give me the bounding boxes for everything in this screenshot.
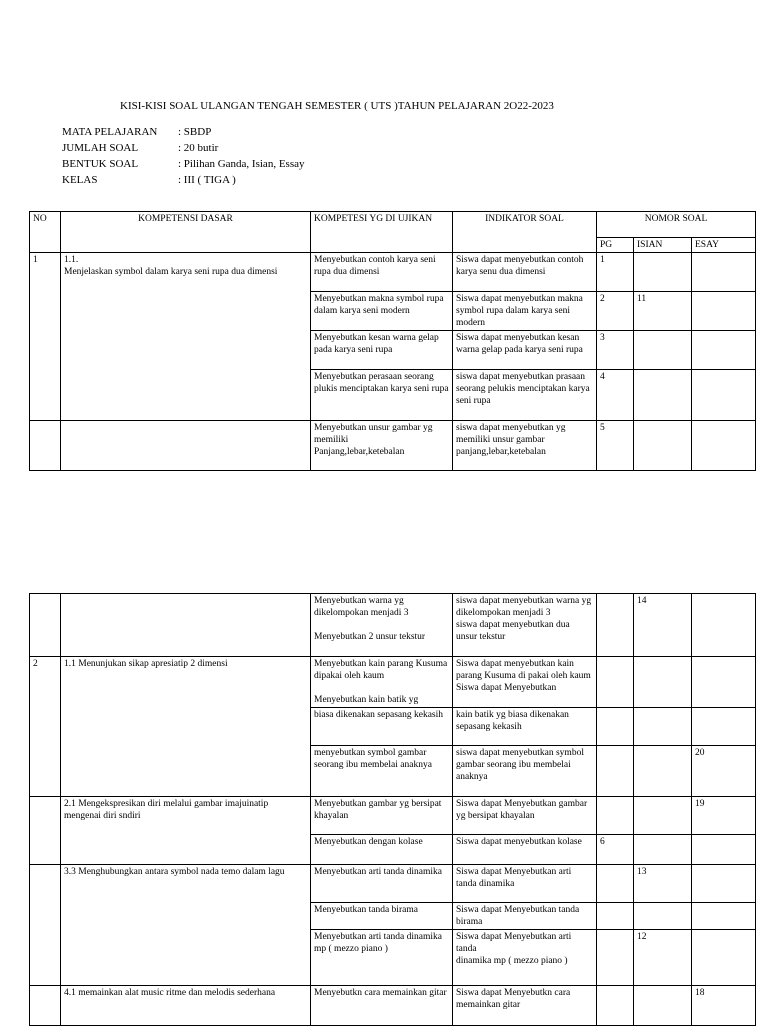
cell-pg <box>597 708 634 746</box>
cell-kompetensi-dasar <box>61 421 311 471</box>
cell-pg <box>597 746 634 797</box>
cell-pg <box>597 657 634 708</box>
cell-indikator: kain batik yg biasa dikenakan sepasang kekasih <box>453 708 597 746</box>
cell-essay <box>692 708 756 746</box>
cell-no <box>30 797 61 865</box>
table-row <box>30 865 756 903</box>
cell-indikator: Siswa dapat Menyebutkan tanda birama <box>453 903 597 930</box>
cell-isian <box>634 657 692 708</box>
cell-kompetensi-diujikan: Menyebutkan gambar yg bersipat khayalan <box>311 797 453 835</box>
header-no: NO <box>30 212 61 253</box>
cell-pg <box>597 797 634 835</box>
info-value: : SBDP <box>178 126 212 138</box>
cell-essay <box>692 865 756 903</box>
cell-isian <box>634 331 692 370</box>
cell-indikator: Siswa dapat Menyebutkan arti tanda dinamika mp ( mezzo piano ) <box>453 930 597 986</box>
cell-essay: 19 <box>692 797 756 835</box>
cell-kompetensi-diujikan: biasa dikenakan sepasang kekasih <box>311 708 453 746</box>
cell-kompetensi-dasar: 1.1 Menunjukan sikap apresiatip 2 dimensi <box>61 657 311 797</box>
cell-no <box>30 865 61 986</box>
cell-isian: 12 <box>634 930 692 986</box>
cell-isian: 11 <box>634 292 692 331</box>
table-row <box>30 986 756 1026</box>
cell-kompetensi-diujikan: Menyebutkan arti tanda dinamika <box>311 865 453 903</box>
cell-pg <box>597 865 634 903</box>
cell-indikator: siswa dapat menyebutkan symbol gambar seorang ibu membelai anaknya <box>453 746 597 797</box>
info-row-class <box>62 172 382 188</box>
cell-pg: 1 <box>597 253 634 292</box>
cell-indikator: Siswa dapat menyebutkan kain parang Kusuma di pakai oleh kaum Siswa dapat Menyebutkan <box>453 657 597 708</box>
cell-isian <box>634 903 692 930</box>
cell-isian: 14 <box>634 594 692 657</box>
info-label: JUMLAH SOAL <box>62 142 139 154</box>
kisi-kisi-table-page-2 <box>29 593 756 1026</box>
cell-indikator: Siswa dapat menyebutkan contoh karya senu dua dimensi <box>453 253 597 292</box>
cell-indikator: Siswa dapat Menyebutkan gambar yg bersipat khayalan <box>453 797 597 835</box>
info-label: MATA PELAJARAN <box>62 126 158 138</box>
cell-indikator: Siswa dapat menyebutkan makna symbol rupa dalam karya seni modern <box>453 292 597 331</box>
kisi-kisi-table-page-1 <box>29 211 756 471</box>
cell-kompetensi-diujikan: Menyebutkan perasaan seorang plukis menciptakan karya seni rupa <box>311 370 453 421</box>
cell-pg <box>597 594 634 657</box>
header-essay: ESAY <box>692 238 756 253</box>
table-row <box>30 253 756 292</box>
cell-kompetensi-diujikan: Menyebutkan kain parang Kusuma dipakai oleh kaum Menyebutkan kain batik yg <box>311 657 453 708</box>
header-kompetensi-dasar: KOMPETENSI DASAR <box>61 212 311 253</box>
info-row-subject <box>62 124 382 140</box>
cell-essay <box>692 594 756 657</box>
cell-indikator: Siswa dapat Menyebutkan arti tanda dinamika <box>453 865 597 903</box>
cell-isian <box>634 708 692 746</box>
info-row-count <box>62 140 382 156</box>
cell-essay <box>692 331 756 370</box>
cell-kompetensi-diujikan: Menyebutkan warna yg dikelompokan menjadi 3 Menyebutkan 2 unsur tekstur <box>311 594 453 657</box>
cell-isian: 13 <box>634 865 692 903</box>
cell-kompetensi-diujikan: Menyebutkan tanda birama <box>311 903 453 930</box>
cell-indikator: Siswa dapat menyebutkan kolase <box>453 835 597 865</box>
info-label: BENTUK SOAL <box>62 158 139 170</box>
cell-kompetensi-diujikan: Menyebutkan unsur gambar yg memiliki Panjang,lebar,ketebalan <box>311 421 453 471</box>
cell-essay <box>692 253 756 292</box>
cell-indikator: siswa dapat menyebutkan warna yg dikelompokan menjadi 3 siswa dapat menyebutkan dua unsur tekstur <box>453 594 597 657</box>
header-indikator-soal: INDIKATOR SOAL <box>453 212 597 253</box>
info-value: : Pilihan Ganda, Isian, Essay <box>178 158 305 170</box>
cell-kompetensi-dasar: 1.1. Menjelaskan symbol dalam karya seni rupa dua dimensi <box>61 253 311 421</box>
header-pg: PG <box>597 238 634 253</box>
table-row <box>30 657 756 708</box>
cell-kompetensi-diujikan: Menyebutkan contoh karya seni rupa dua dimensi <box>311 253 453 292</box>
cell-indikator: Siswa dapat menyebutkan kesan warna gelap pada karya seni rupa <box>453 331 597 370</box>
cell-no <box>30 986 61 1026</box>
cell-kompetensi-dasar: 4.1 memainkan alat music ritme dan melodis sederhana <box>61 986 311 1026</box>
cell-no <box>30 421 61 471</box>
cell-no: 2 <box>30 657 61 797</box>
cell-essay <box>692 930 756 986</box>
cell-no: 1 <box>30 253 61 421</box>
cell-pg: 5 <box>597 421 634 471</box>
cell-isian <box>634 370 692 421</box>
info-row-form <box>62 156 382 172</box>
cell-isian <box>634 986 692 1026</box>
cell-no <box>30 594 61 657</box>
cell-pg <box>597 930 634 986</box>
cell-essay <box>692 903 756 930</box>
info-label: KELAS <box>62 174 98 186</box>
cell-pg: 6 <box>597 835 634 865</box>
cell-kompetensi-dasar: 2.1 Mengekspresikan diri melalui gambar imajuinatip mengenai diri sndiri <box>61 797 311 865</box>
cell-isian <box>634 421 692 471</box>
table-row <box>30 797 756 835</box>
cell-essay <box>692 292 756 331</box>
cell-kompetensi-diujikan: Menyebutkan arti tanda dinamika mp ( mezzo piano ) <box>311 930 453 986</box>
cell-pg: 2 <box>597 292 634 331</box>
cell-indikator: siswa dapat menyebutkan yg memiliki unsur gambar panjang,lebar,ketebalan <box>453 421 597 471</box>
cell-kompetensi-diujikan: Menyebutkan dengan kolase <box>311 835 453 865</box>
cell-essay: 18 <box>692 986 756 1026</box>
cell-kompetensi-diujikan: menyebutkan symbol gambar seorang ibu membelai anaknya <box>311 746 453 797</box>
cell-essay <box>692 835 756 865</box>
cell-kompetensi-diujikan: Menyebutkan kesan warna gelap pada karya seni rupa <box>311 331 453 370</box>
header-isian: ISIAN <box>634 238 692 253</box>
cell-kompetensi-dasar <box>61 594 311 657</box>
cell-essay: 20 <box>692 746 756 797</box>
table-row <box>30 421 756 471</box>
cell-pg <box>597 903 634 930</box>
table-row <box>30 594 756 657</box>
header-nomor-soal: NOMOR SOAL <box>597 212 756 238</box>
cell-isian <box>634 835 692 865</box>
cell-pg: 3 <box>597 331 634 370</box>
header-row <box>30 212 756 238</box>
cell-pg: 4 <box>597 370 634 421</box>
header-kompetensi-diujikan: KOMPETESI YG DI UJIKAN <box>311 212 453 253</box>
cell-pg <box>597 986 634 1026</box>
cell-essay <box>692 421 756 471</box>
cell-kompetensi-diujikan: Menyebutkan makna symbol rupa dalam karya seni modern <box>311 292 453 331</box>
cell-isian <box>634 253 692 292</box>
info-value: : 20 butir <box>178 142 219 154</box>
cell-essay <box>692 657 756 708</box>
cell-indikator: siswa dapat menyebutkan prasaan seorang pelukis menciptakan karya seni rupa <box>453 370 597 421</box>
cell-kompetensi-diujikan: Menyebutkn cara memainkan gitar <box>311 986 453 1026</box>
cell-isian <box>634 797 692 835</box>
cell-kompetensi-dasar: 3.3 Menghubungkan antara symbol nada temo dalam lagu <box>61 865 311 986</box>
info-value: : III ( TIGA ) <box>178 174 236 186</box>
info-block <box>62 124 382 188</box>
document-title: KISI-KISI SOAL ULANGAN TENGAH SEMESTER ( UTS )TAHUN PELAJARAN 2O22-2023 <box>120 100 554 112</box>
cell-essay <box>692 370 756 421</box>
cell-isian <box>634 746 692 797</box>
cell-indikator: Siswa dapat Menyebutkn cara memainkan gitar <box>453 986 597 1026</box>
